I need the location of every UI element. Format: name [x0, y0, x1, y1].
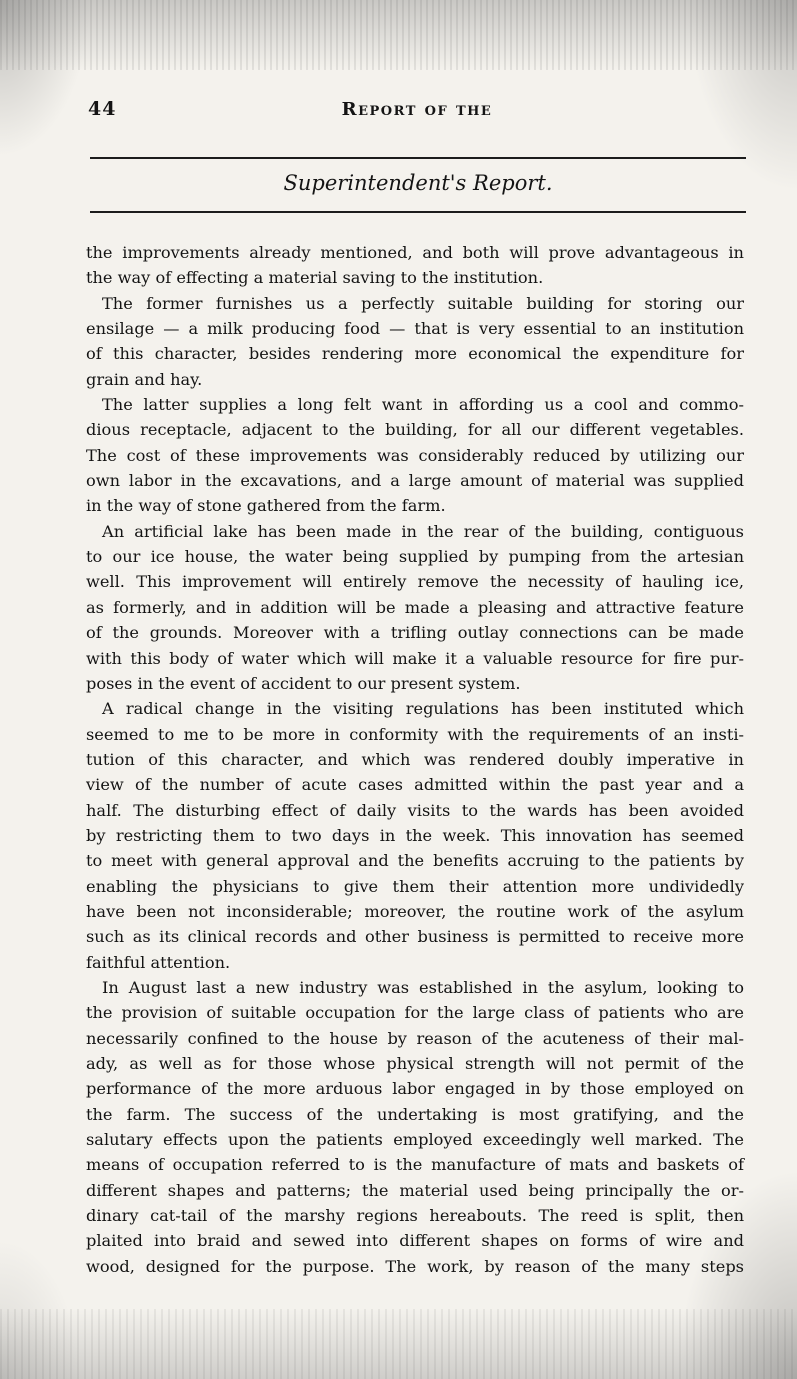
text-line: the way of effecting a material saving to the institution. — [86, 268, 544, 288]
text-line: have been not inconsiderable; moreover, the routine work of the asylum — [86, 901, 744, 921]
header-rule-bottom — [90, 211, 746, 213]
text-line: ensilage — a milk producing food — that is very essential to an institution — [86, 319, 744, 339]
running-title: Report of the — [341, 99, 493, 120]
text-line: The latter supplies a long felt want in affording us a cool and commo- — [102, 395, 744, 415]
header-rule-top — [90, 157, 746, 159]
scan-edge-top — [0, 0, 797, 70]
text-line: enabling the physicians to give them their attention more undividedly — [86, 876, 744, 896]
text-line: the provision of suitable occupation for the large class of patients who are — [86, 1003, 744, 1023]
text-line: necessarily confined to the house by reason of the acuteness of their mal- — [86, 1028, 744, 1048]
text-line: grain and hay. — [86, 369, 203, 389]
paragraph — [86, 975, 744, 1279]
paragraph — [86, 519, 744, 696]
text-line: faithful attention. — [86, 952, 231, 972]
text-line: to our ice house, the water being supplied by pumping from the artesian — [86, 547, 744, 567]
text-line: to meet with general approval and the benefits accruing to the patients by — [86, 851, 744, 871]
text-line: means of occupation referred to is the manufacture of mats and baskets of — [86, 1155, 744, 1175]
paragraph — [86, 291, 744, 392]
text-line: of this character, besides rendering more economical the expenditure for — [86, 344, 744, 364]
text-line: poses in the event of accident to our present system. — [86, 673, 521, 693]
body-text — [86, 240, 744, 1279]
text-line: different shapes and patterns; the material used being principally the or- — [86, 1180, 744, 1200]
text-line: plaited into braid and sewed into different shapes on forms of wire and — [86, 1231, 744, 1251]
text-line: The former furnishes us a perfectly suitable building for storing our — [102, 293, 744, 313]
text-line: dinary cat-tail of the marshy regions hereabouts. The reed is split, then — [86, 1206, 744, 1226]
text-line: as formerly, and in addition will be made a pleasing and attractive feature — [86, 597, 744, 617]
text-line: ady, as well as for those whose physical strength will not permit of the — [86, 1054, 744, 1073]
text-line: the farm. The success of the undertaking is most gratifying, and the — [86, 1104, 744, 1124]
text-line: well. This improvement will entirely remove the necessity of hauling ice, — [86, 572, 744, 592]
text-line: performance of the more arduous labor engaged in by those employed on — [86, 1079, 744, 1099]
text-line: tution of this character, and which was rendered doubly imperative in — [86, 749, 744, 769]
text-line: with this body of water which will make it a valuable resource for fire pur- — [86, 648, 744, 668]
text-line: salutary effects upon the patients employed exceedingly well marked. The — [86, 1130, 744, 1150]
text-line: An artificial lake has been made in the rear of the building, contiguous — [102, 521, 744, 541]
paragraph — [86, 696, 744, 975]
text-line: in the way of stone gathered from the farm. — [86, 496, 446, 516]
text-line: seemed to me to be more in conformity with the requirements of an insti- — [86, 724, 744, 744]
text-line: own labor in the excavations, and a large amount of material was supplied — [86, 471, 744, 491]
running-head — [88, 98, 746, 128]
text-line: In August last a new industry was established in the asylum, looking to — [102, 977, 744, 997]
text-line: half. The disturbing effect of daily visits to the wards has been avoided — [86, 800, 744, 820]
scan-edge-bottom — [0, 1309, 797, 1379]
text-line: wood, designed for the purpose. The work, by reason of the many steps — [86, 1256, 744, 1276]
text-line: the improvements already mentioned, and both will prove advantageous in — [86, 243, 744, 262]
text-line: dious receptacle, adjacent to the building, for all our different vegetables. — [86, 420, 744, 440]
text-line: A radical change in the visiting regulations has been instituted which — [102, 699, 744, 719]
page-number: 44 — [88, 98, 117, 120]
text-line: such as its clinical records and other business is permitted to receive more — [86, 927, 744, 947]
paragraph — [86, 240, 744, 291]
text-line: by restricting them to two days in the week. This innovation has seemed — [86, 825, 744, 845]
paragraph — [86, 392, 744, 519]
text-line: The cost of these improvements was considerably reduced by utilizing our — [86, 445, 744, 465]
section-title: Superintendent's Report. — [283, 171, 553, 195]
text-line: view of the number of acute cases admitted within the past year and a — [86, 775, 744, 795]
text-line: of the grounds. Moreover with a trifling outlay connections can be made — [86, 623, 744, 643]
